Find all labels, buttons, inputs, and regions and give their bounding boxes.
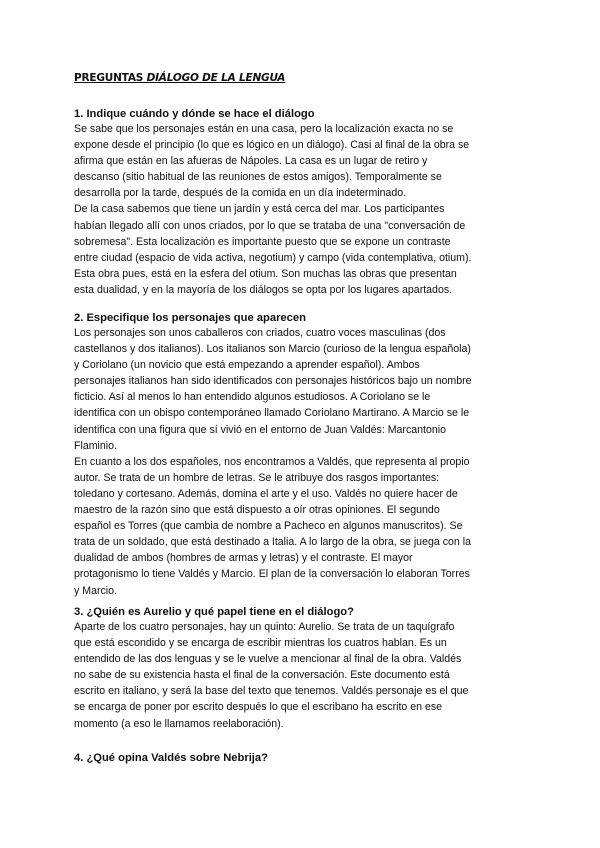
- text-line: En cuanto a los dos españoles, nos encontramos a Valdés, que representa al propio: [74, 455, 470, 468]
- text-line: protagonismo lo tiene Valdés y Marcio. El plan de la conversación lo elaboran Torres: [74, 568, 470, 581]
- text-line: habían llegado allí con unos criados, por lo que se trataba de una "conversación de: [74, 219, 466, 232]
- text-line: autor. Se trata de un hombre de letras. Se le atribuye dos rasgos importantes:: [74, 471, 440, 484]
- text-line: Aparte de los cuatro personajes, hay un quinto: Aurelio. Se trata de un taquígrafo: [74, 621, 455, 633]
- text-line: Esta obra pues, está en la esfera del otium. Son muchas las obras que presentan: [74, 267, 457, 280]
- text-line: momento (a eso le llamamos reelaboración).: [74, 717, 284, 730]
- text-line: entre ciudad (espacio de vida activa, negotium) y campo (vida contemplativa, otium).: [74, 251, 472, 264]
- text-line: toledano y cortesano. Además, domina el arte y el uso. Valdés no quiere hacer de: [74, 487, 458, 500]
- section-3: [74, 605, 546, 732]
- text-line: castellanos y dos italianos). Los italianos son Marcio (curioso de la lengua española): [74, 343, 471, 356]
- text-line: y Coriolano (un novicio que está empezando a aprender español). Ambos: [74, 359, 420, 372]
- text-line: entendido de las dos lenguas y se le vuelve a mencionar al final de la obra. Valdés: [74, 653, 462, 666]
- text-line: español es Torres (que cambia de nombre a Pacheco en algunos manuscritos). Se: [74, 520, 463, 533]
- text-line: Se sabe que los personajes están en una casa, pero la localización exacta no se: [74, 123, 454, 135]
- text-line: se encarga de poner por escrito después lo que el escribano ha escrito en ese: [74, 701, 443, 714]
- text-line: ficticio. Así al menos lo han entendido algunos estudiosos. A Coriolano se le: [74, 391, 431, 404]
- text-line: expone desde el principio (lo que es lógico en un diálogo). Casi al final de la obra se: [74, 139, 470, 152]
- text-line: escrito en italiano, y será la base del texto que tenemos. Valdés personaje es el que: [74, 685, 469, 698]
- section-2: [74, 311, 546, 599]
- section-3-paragraph-1: [74, 619, 546, 732]
- text-line: descanso (sitio habitual de las reuniones de estos amigos). Temporalmente se: [74, 171, 442, 184]
- document-title-italic: DIÁLOGO DE LA LENGUA: [146, 72, 286, 84]
- section-2-heading: 2. Especifique los personajes que aparecen: [74, 312, 306, 324]
- text-line: que está escondido y se encarga de escribir mientras los cuatros hablan. Es un: [74, 637, 447, 650]
- text-line: afirma que están en las afueras de Nápoles. La casa es un lugar de retiro y: [74, 155, 428, 168]
- text-line: desarrolla por la tarde, después de la comida en un día indeterminado.: [74, 187, 407, 200]
- text-line: sobremesa". Esta localización es importante puesto que se expone un contraste: [74, 235, 451, 248]
- section-1-heading: 1. Indique cuándo y dónde se hace el diálogo: [74, 108, 315, 120]
- text-line: dualidad de ambos (hombres de armas y letras) y el contraste. El mayor: [74, 552, 413, 565]
- text-line: Flaminio.: [74, 439, 117, 452]
- text-line: De la casa sabemos que tiene un jardín y está cerca del mar. Los participantes: [74, 203, 445, 216]
- document-title-prefix: PREGUNTAS: [74, 72, 147, 84]
- text-line: maestro de la razón sino que está dispuesto a oír otras opiniones. El segundo: [74, 504, 440, 517]
- text-line: no sabe de su existencia hasta el final de la conversación. Este documento está: [74, 669, 450, 682]
- text-line: identifica con una figura que sí vivió en el entorno de Juan Valdés: Marcantonio: [74, 423, 446, 436]
- section-4-heading: 4. ¿Qué opina Valdés sobre Nebrija?: [74, 752, 268, 764]
- section-1-paragraph-1: [74, 121, 546, 201]
- text-line: y Marcio.: [74, 584, 117, 597]
- text-line: trata de un soldado, que está destinado a Italia. A lo largo de la obra, se juega con la: [74, 536, 471, 549]
- section-1-paragraph-2: [74, 201, 546, 298]
- document-title: [74, 72, 285, 84]
- text-line: esta dualidad, y en la mayoría de los diálogos se opta por los lugares apartados.: [74, 283, 453, 296]
- section-3-heading: 3. ¿Quién es Aurelio y qué papel tiene en el diálogo?: [74, 606, 354, 618]
- text-line: personajes italianos han sido identificados con personajes históricos bajo un nombre: [74, 375, 472, 388]
- section-1: [74, 107, 546, 298]
- section-4: [74, 751, 546, 765]
- text-line: Los personajes son unos caballeros con criados, cuatro voces masculinas (dos: [74, 327, 446, 339]
- section-2-paragraph-1: [74, 325, 546, 454]
- text-line: identifica con un obispo contemporáneo llamado Coriolano Martirano. A Marcio se le: [74, 407, 470, 420]
- section-2-paragraph-2: [74, 454, 546, 599]
